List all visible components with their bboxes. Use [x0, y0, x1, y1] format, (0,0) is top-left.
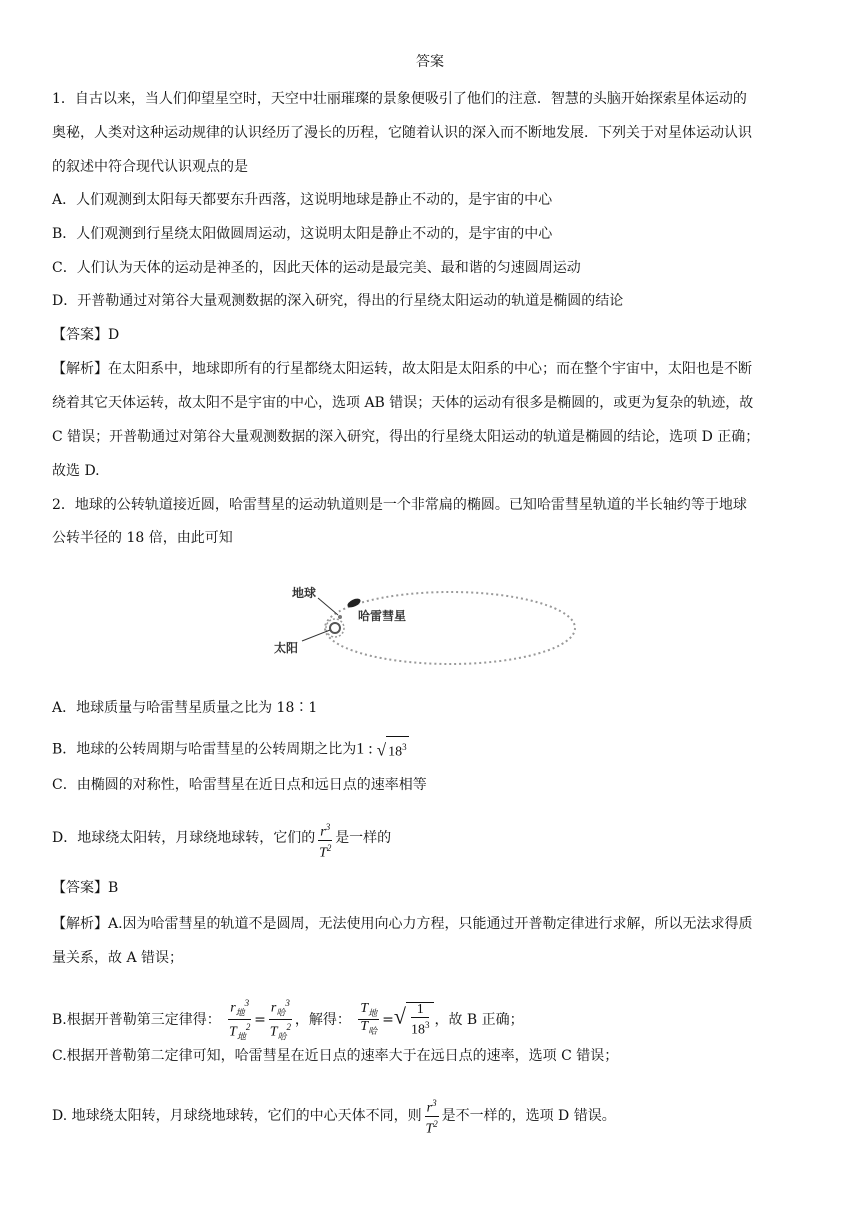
q1-stem-line1: 1．自古以来，当人们仰望星空时，天空中壮丽璀璨的景象便吸引了他们的注意．智慧的头脑开始探索星体运动的 [52, 91, 747, 107]
q2-option-b: B．地球的公转周期与哈雷彗星的公转周期之比为1 : √ $18^3$ [52, 736, 409, 763]
q2-option-a: A．地球质量与哈雷彗星质量之比为 18∶1 [52, 700, 318, 716]
q1-option-c: C．人们认为天体的运动是神圣的，因此天体的运动是最完美、最和谐的匀速圆周运动 [52, 260, 581, 276]
comet-orbit [325, 592, 575, 664]
q1-explanation-line1: 【解析】在太阳系中，地球即所有的行星都绕太阳运转，故太阳是太阳系的中心；而在整个宇宙中，太阳也是不断 [52, 361, 752, 377]
earth-leader-line [318, 598, 338, 615]
q2-explanation-a-line2: 量关系，故 A 错误； [52, 950, 184, 966]
q2-option-d: D．地球绕太阳转，月球绕地球转，它们的 $\frac{r^3}{T^2}$ 是一样的 [52, 822, 392, 861]
earth-icon [338, 615, 342, 619]
q2-explanation-c: C.根据开普勒第二定律可知，哈雷彗星在近日点的速率大于在远日点的速率，选项 C 错误； [52, 1048, 619, 1064]
q2-explanation-a-line1: 【解析】A.因为哈雷彗星的轨道不是圆周，无法使用向心力方程，只能通过开普勒定律进行求解，所以无法求得质 [52, 916, 753, 932]
label-comet: 哈雷彗星 [358, 609, 407, 623]
sun-icon [330, 623, 340, 633]
page-title: 答案 [416, 54, 444, 70]
q1-option-b: B．人们观测到行星绕太阳做圆周运动，这说明太阳是静止不动的，是宇宙的中心 [52, 226, 553, 242]
sun-leader-line [302, 630, 330, 641]
label-sun: 太阳 [274, 641, 299, 655]
q2-explanation-d: D. 地球绕太阳转，月球绕地球转，它们的中心天体不同，则 $\frac{r^3}{T^2}$ 是不一样的，选项 D 错误。 [52, 1098, 616, 1137]
q1-answer: 【答案】D [52, 327, 120, 343]
q1-option-d: D．开普勒通过对第谷大量观测数据的深入研究，得出的行星绕太阳运动的轨道是椭圆的结论 [52, 293, 624, 309]
q2-stem-line1: 2．地球的公转轨道接近圆，哈雷彗星的运动轨道则是一个非常扁的椭圆。已知哈雷彗星轨道的半长轴约等于地球 [52, 497, 747, 513]
q2-explanation-b: B.根据开普勒第三定律得： $\frac{r_地^3}{T_地^2}$ = $\frac{r_哈^3}{T_哈^2}$ ，解得： $\frac{T_地}{T_哈}$ =√ $\frac{1}{18^3}$ ，故 B 正确； [52, 998, 524, 1042]
q1-option-a: A．人们观测到太阳每天都要东升西落，这说明地球是静止不动的，是宇宙的中心 [52, 192, 553, 208]
q1-explanation-line3: C 错误；开普勒通过对第谷大量观测数据的深入研究，得出的行星绕太阳运动的轨道是椭圆的结论，选项 D 正确； [52, 429, 760, 445]
q1-stem-line3: 的叙述中符合现代认识观点的是 [52, 159, 248, 175]
q2-option-c: C．由椭圆的对称性，哈雷彗星在近日点和远日点的速率相等 [52, 777, 427, 793]
q1-explanation-line2: 绕着其它天体运转，故太阳不是宇宙的中心，选项 AB 错误；天体的运动有很多是椭圆的，或更为复杂的轨迹，故 [52, 395, 754, 411]
q2-answer: 【答案】B [52, 880, 119, 896]
q1-stem-line2: 奥秘，人类对这种运动规律的认识经历了漫长的历程，它随着认识的深入而不断地发展．下列关于对星体运动认识 [52, 125, 752, 141]
q2-stem-line2: 公转半径的 18 倍，由此可知 [52, 530, 233, 546]
orbit-diagram [250, 575, 590, 675]
label-earth: 地球 [292, 586, 317, 600]
q1-explanation-line4: 故选 D. [52, 463, 100, 479]
